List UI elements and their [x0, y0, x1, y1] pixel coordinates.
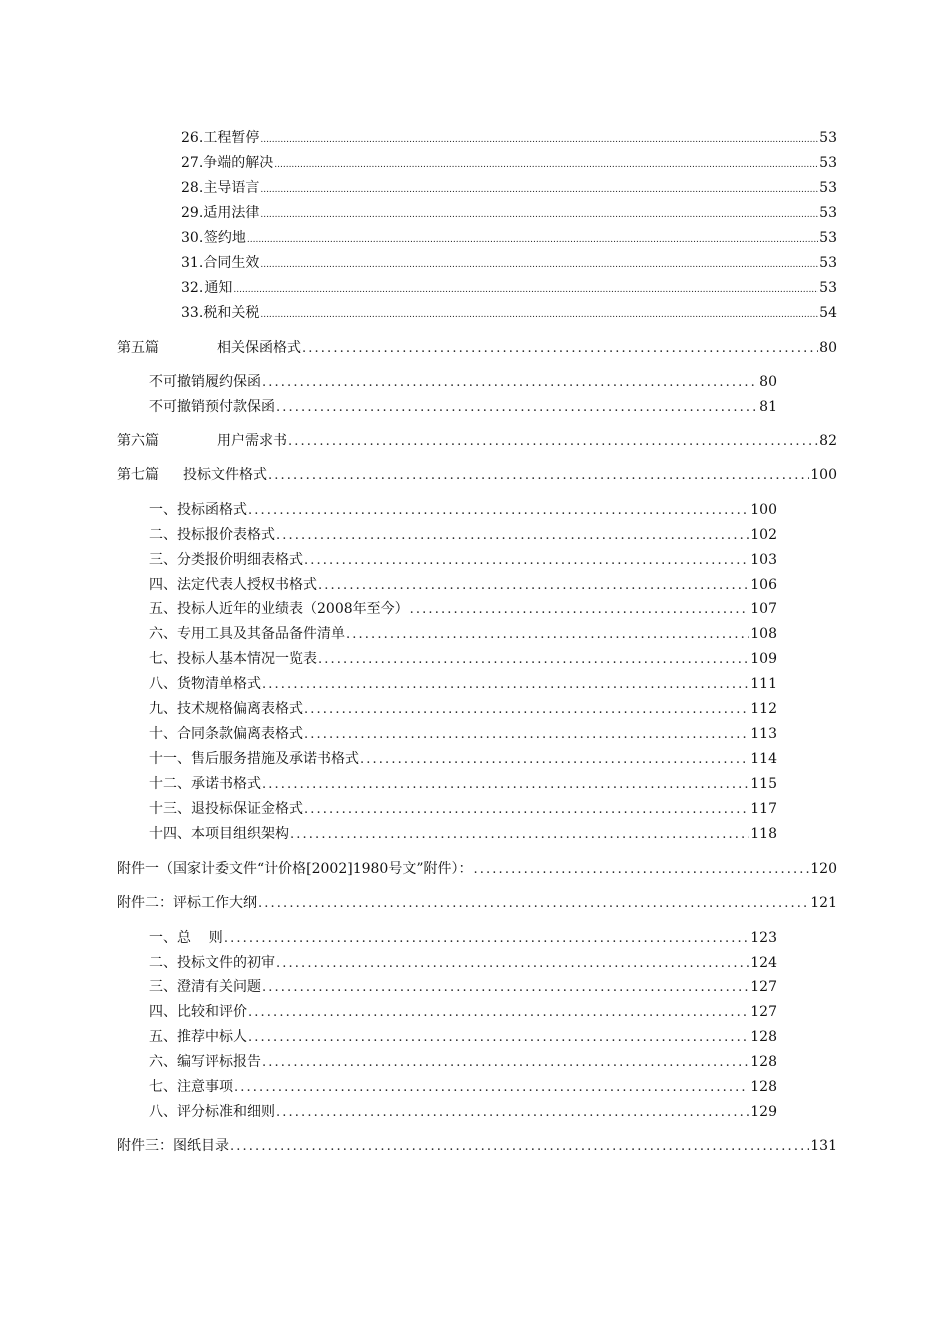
toc-entry[interactable] [149, 650, 777, 669]
toc-page-number: 129 [750, 1104, 777, 1120]
dot-leader [318, 576, 749, 595]
toc-page-number: 115 [750, 776, 777, 792]
toc-annex-title: 附件三：图纸目录 [117, 1138, 229, 1154]
toc-page-number: 117 [750, 801, 777, 817]
dot-leader [234, 1078, 749, 1097]
dot-leader [260, 304, 818, 324]
toc-clause[interactable] [181, 279, 837, 299]
dot-leader [260, 129, 818, 149]
toc-part-prefix: 第七篇 [117, 467, 159, 483]
toc-entry-title: 四、法定代表人授权书格式 [149, 577, 317, 593]
toc-entry[interactable] [149, 625, 777, 644]
toc-clause[interactable] [181, 154, 837, 174]
dot-leader [260, 179, 818, 199]
toc-annex-3[interactable] [117, 1137, 837, 1156]
toc-clause[interactable] [181, 229, 837, 249]
dot-leader [258, 894, 809, 913]
toc-page-number: 128 [750, 1054, 777, 1070]
dot-leader [224, 929, 749, 948]
toc-page-number: 53 [819, 205, 837, 221]
toc-entry[interactable] [149, 501, 777, 520]
toc-entry-title: 一、投标函格式 [149, 502, 247, 518]
toc-clause-number: 29. [181, 205, 204, 221]
dot-leader [474, 860, 810, 879]
toc-part-7[interactable] [117, 466, 837, 485]
toc-entry-title: 六、编写评标报告 [149, 1054, 261, 1070]
dot-leader [304, 700, 749, 719]
dot-leader [288, 432, 818, 451]
toc-entry[interactable] [149, 1053, 777, 1072]
toc-clause-title: 通知 [204, 280, 233, 296]
dot-leader [262, 373, 758, 392]
dot-leader [230, 1137, 809, 1156]
toc-entry-title: 十四、本项目组织架构 [149, 826, 289, 842]
toc-page-number: 123 [750, 930, 777, 946]
toc-page-number: 108 [750, 626, 777, 642]
toc-entry[interactable] [149, 725, 777, 744]
toc-entry[interactable] [149, 954, 777, 973]
dot-leader [248, 501, 749, 520]
dot-leader [262, 1053, 749, 1072]
dot-leader [302, 339, 818, 358]
toc-clause-title: 争端的解决 [203, 155, 274, 171]
toc-clause-title: 主导语言 [203, 180, 260, 196]
dot-leader [248, 1003, 749, 1022]
dot-leader [410, 600, 750, 619]
dot-leader [304, 725, 749, 744]
toc-entry[interactable] [149, 526, 777, 545]
toc-entry-title: 七、注意事项 [149, 1079, 233, 1095]
toc-page-number: 131 [810, 1138, 837, 1154]
toc-entry[interactable] [149, 1028, 777, 1047]
toc-entry-title: 十、合同条款偏离表格式 [149, 726, 303, 742]
toc-page-number: 120 [810, 861, 837, 877]
toc-entry[interactable] [149, 978, 777, 997]
toc-page-number: 113 [750, 726, 777, 742]
toc-part-5[interactable] [117, 339, 837, 358]
toc-entry[interactable] [149, 1078, 777, 1097]
dot-leader [346, 625, 749, 644]
toc-entry-title: 八、评分标准和细则 [149, 1104, 275, 1120]
toc-clause-number: 27. [181, 155, 204, 171]
dot-leader [262, 978, 749, 997]
toc-entry[interactable] [149, 1003, 777, 1022]
dot-leader [304, 551, 749, 570]
dot-leader [276, 954, 749, 973]
toc-annex-1[interactable] [117, 860, 837, 879]
toc-clause-number: 31. [181, 255, 204, 271]
toc-part-prefix: 第六篇 [117, 433, 159, 449]
toc-entry-title: 九、技术规格偏离表格式 [149, 701, 303, 717]
dot-leader [318, 650, 749, 669]
toc-part-title: 相关保函格式 [217, 340, 301, 356]
toc-page-number: 53 [819, 180, 837, 196]
toc-clause-title: 适用法律 [203, 205, 260, 221]
dot-leader [262, 775, 749, 794]
dot-leader [260, 204, 818, 224]
toc-clause-number: 26. [181, 130, 204, 146]
toc-clause[interactable] [181, 254, 837, 274]
toc-clause-number: 28. [181, 180, 204, 196]
toc-entry[interactable] [149, 576, 777, 595]
toc-entry-title: 五、推荐中标人 [149, 1029, 247, 1045]
dot-leader [360, 750, 749, 769]
toc-entry[interactable] [149, 700, 777, 719]
dot-leader [260, 254, 818, 274]
toc-page-number: 128 [750, 1079, 777, 1095]
toc-page-number: 53 [819, 155, 837, 171]
toc-page-number: 128 [750, 1029, 777, 1045]
toc-page-number: 53 [819, 280, 837, 296]
toc-page-number: 53 [819, 230, 837, 246]
toc-entry-title: 八、货物清单格式 [149, 676, 261, 692]
toc-entry-title: 十二、承诺书格式 [149, 776, 261, 792]
toc-page-number: 124 [750, 955, 777, 971]
toc-entry-title: 十一、售后服务措施及承诺书格式 [149, 751, 359, 767]
toc-entry[interactable] [149, 398, 777, 417]
toc-page-number: 100 [810, 467, 837, 483]
toc-page-number: 54 [819, 305, 837, 321]
toc-page-number: 127 [750, 979, 777, 995]
toc-clause[interactable] [181, 204, 837, 224]
toc-entry[interactable] [149, 551, 777, 570]
toc-page-number: 100 [750, 502, 777, 518]
toc-entry-title: 二、投标文件的初审 [149, 955, 275, 971]
dot-leader [276, 398, 758, 417]
toc-entry-title: 四、比较和评价 [149, 1004, 247, 1020]
toc-clause[interactable] [181, 304, 837, 324]
toc-entry-title: 不可撤销预付款保函 [149, 399, 275, 415]
toc-page-number: 102 [750, 527, 777, 543]
toc-part-6[interactable] [117, 432, 837, 451]
toc-entry-title: 一、总 则 [149, 930, 223, 946]
dot-leader [276, 1103, 749, 1122]
toc-entry[interactable] [149, 373, 777, 392]
toc-entry-title: 三、分类报价明细表格式 [149, 552, 303, 568]
toc-page-number: 121 [810, 895, 837, 911]
toc-page-number: 111 [750, 676, 777, 692]
toc-page-number: 82 [819, 433, 837, 449]
toc-entry-title: 三、澄清有关问题 [149, 979, 261, 995]
toc-clause[interactable] [181, 129, 837, 149]
toc-entry[interactable] [149, 800, 777, 819]
toc-page-number: 80 [759, 374, 777, 390]
toc-page-number: 109 [750, 651, 777, 667]
toc-clause-title: 签约地 [203, 230, 246, 246]
toc-part-title: 用户需求书 [217, 433, 287, 449]
dot-leader [248, 1028, 749, 1047]
toc-page-number: 106 [750, 577, 777, 593]
toc-entry[interactable] [149, 675, 777, 694]
toc-entry[interactable] [149, 600, 777, 619]
toc-clause-title: 税和关税 [203, 305, 260, 321]
toc-entry-title: 六、专用工具及其备品备件清单 [149, 626, 345, 642]
toc-page-number: 118 [750, 826, 777, 842]
dot-leader [262, 675, 749, 694]
toc-clause-number: 33. [181, 305, 204, 321]
dot-leader [268, 466, 809, 485]
toc-page-number: 53 [819, 255, 837, 271]
toc-entry[interactable] [149, 750, 777, 769]
toc-part-title: 投标文件格式 [183, 467, 267, 483]
toc-page-number: 114 [750, 751, 777, 767]
toc-page-number: 81 [759, 399, 777, 415]
toc-entry[interactable] [149, 1103, 777, 1122]
toc-entry-title: 二、投标报价表格式 [149, 527, 275, 543]
dot-leader [290, 825, 749, 844]
dot-leader [247, 229, 818, 249]
toc-clause[interactable] [181, 179, 837, 199]
toc-clause-number: 32. [181, 280, 204, 296]
toc-page-number: 53 [819, 130, 837, 146]
toc-entry-title: 七、投标人基本情况一览表 [149, 651, 317, 667]
toc-clause-title: 合同生效 [203, 255, 260, 271]
dot-leader [233, 279, 818, 299]
toc-entry-title: 十三、退投标保证金格式 [149, 801, 303, 817]
toc-page-number: 112 [750, 701, 777, 717]
toc-page-number: 107 [750, 601, 777, 617]
toc-page-number: 103 [750, 552, 777, 568]
toc-page-number: 127 [750, 1004, 777, 1020]
toc-page-number: 80 [819, 340, 837, 356]
toc-entry[interactable] [149, 775, 777, 794]
toc-entry-title: 五、投标人近年的业绩表（2008年至今） [149, 601, 409, 617]
toc-clause-number: 30. [181, 230, 204, 246]
dot-leader [274, 154, 818, 174]
dot-leader [304, 800, 749, 819]
toc-annex-title: 附件一（国家计委文件“计价格[2002]1980号文”附件）： [117, 861, 473, 877]
toc-part-prefix: 第五篇 [117, 340, 159, 356]
toc-entry[interactable] [149, 929, 777, 948]
dot-leader [276, 526, 749, 545]
toc-entry[interactable] [149, 825, 777, 844]
toc-annex-title: 附件二：评标工作大纲 [117, 895, 257, 911]
toc-entry-title: 不可撤销履约保函 [149, 374, 261, 390]
toc-annex-2[interactable] [117, 894, 837, 913]
toc-clause-title: 工程暂停 [203, 130, 260, 146]
